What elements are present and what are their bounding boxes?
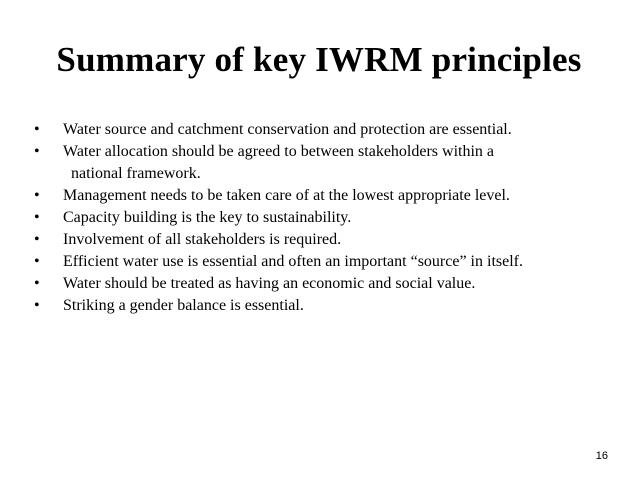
bullet-dot-icon: • bbox=[34, 209, 40, 226]
bullet-text: Water source and catchment conservation and protection are essential. bbox=[63, 121, 512, 138]
bullet-list bbox=[34, 119, 624, 317]
bullet-text: Water should be treated as having an economic and social value. bbox=[63, 275, 476, 292]
bullet-text: Efficient water use is essential and often an important “source” in itself. bbox=[63, 253, 523, 270]
page-number: 16 bbox=[595, 450, 608, 462]
bullet-text: Capacity building is the key to sustainability. bbox=[63, 209, 352, 226]
bullet-text: Water allocation should be agreed to between stakeholders within a bbox=[63, 143, 495, 160]
bullet-item bbox=[34, 207, 624, 229]
bullet-dot-icon: • bbox=[34, 187, 40, 204]
slide-title: Summary of key IWRM principles bbox=[56, 40, 582, 79]
bullet-text: Striking a gender balance is essential. bbox=[63, 297, 304, 314]
bullet-text: Involvement of all stakeholders is required. bbox=[63, 231, 342, 248]
bullet-item bbox=[34, 119, 624, 141]
bullet-dot-icon: • bbox=[34, 231, 40, 248]
bullet-item bbox=[34, 229, 624, 251]
bullet-dot-icon: • bbox=[34, 121, 40, 138]
bullet-item bbox=[34, 273, 624, 295]
bullet-dot-icon: • bbox=[34, 143, 40, 160]
bullet-dot-icon: • bbox=[34, 297, 40, 314]
bullet-dot-icon: • bbox=[34, 275, 40, 292]
bullet-dot-icon: • bbox=[34, 253, 40, 270]
bullet-item bbox=[34, 251, 624, 273]
bullet-item bbox=[34, 141, 624, 185]
bullet-continuation-text: national framework. bbox=[71, 165, 201, 182]
bullet-item bbox=[34, 185, 624, 207]
bullet-text: Management needs to be taken care of at the lowest appropriate level. bbox=[63, 187, 510, 204]
bullet-item bbox=[34, 295, 624, 317]
